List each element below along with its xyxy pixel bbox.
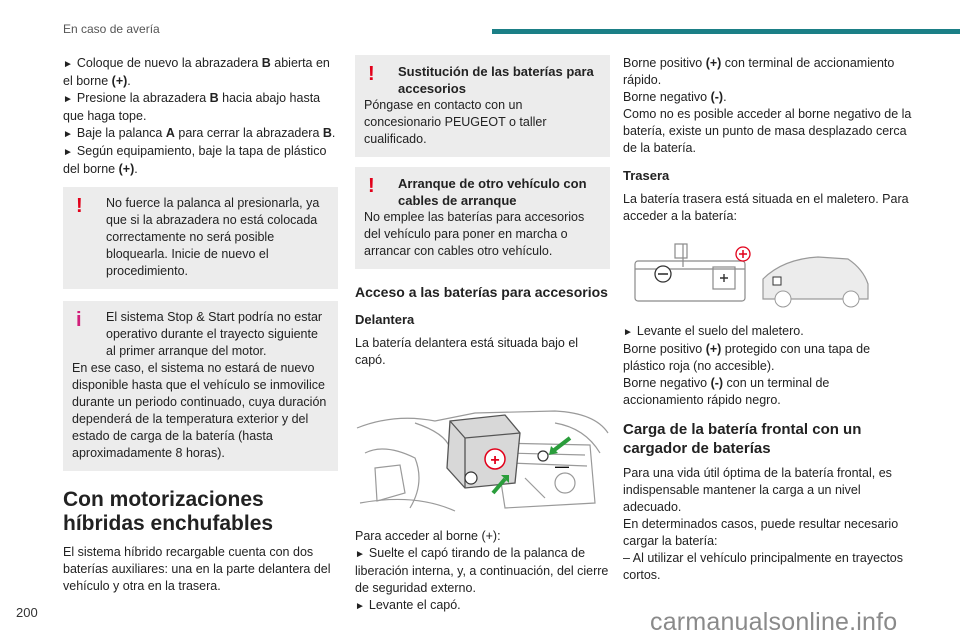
step-item: ► Levante el capó.	[355, 598, 461, 612]
step-item: ► Levante el suelo del maletero.	[623, 324, 804, 338]
info-text-1: El sistema Stop & Start podría no estar operativo durante el trayecto siguiente al primer arranque del motor.	[106, 310, 323, 358]
heading-access: Acceso a las baterías para accesorios	[355, 284, 608, 300]
box-text: Póngase en contacto con un concesionario PEUGEOT o taller cualificado.	[364, 98, 547, 146]
negative-terminal-text: Borne negativo (-).	[623, 90, 727, 104]
box-title: Arranque de otro vehículo con cables de arranque	[398, 176, 587, 208]
column-3	[623, 55, 913, 584]
box-title: Sustitución de las baterías para accesorios	[398, 64, 594, 96]
engine-bay-illustration	[355, 383, 610, 518]
heading-charging: Carga de la batería frontal con un cargador de baterías	[623, 421, 862, 457]
watermark-text: carmanualsonline.info	[650, 608, 898, 636]
plus-terminal-symbol: +	[490, 452, 500, 469]
arrow-icon: ►	[63, 147, 73, 158]
charge-text-2: En determinados casos, puede resultar necesario cargar la batería:	[623, 517, 899, 548]
step-item: ► Baje la palanca A para cerrar la abrazadera B.	[63, 126, 336, 140]
section-title: Con motorizaciones híbridas enchufables	[63, 488, 274, 535]
section-header-title: En caso de avería	[63, 22, 160, 36]
box-text: No emplee las baterías para accesorios del vehículo para poner en marcha o arrancar con cables otro vehículo.	[364, 210, 585, 258]
header-accent-bar	[492, 29, 960, 34]
step-item: ► Presione la abrazadera B hacia abajo hasta que haga tope.	[63, 91, 321, 123]
positive-terminal-rear: Borne positivo (+) protegido con una tapa de plástico roja (no accesible).	[623, 342, 871, 373]
minus-terminal-symbol: —	[555, 458, 569, 474]
warning-exclamation-icon: !	[76, 195, 83, 217]
warning-box-jump-start	[355, 167, 610, 269]
step-item: ► Suelte el capó tirando de la palanca de liberación interna, y, a continuación, del cierre de seguridad externo.	[355, 546, 609, 595]
page-number: 200	[16, 605, 38, 620]
info-text-2: En ese caso, el sistema no estará de nuevo disponible hasta que el vehículo se inmovilice durante un periodo continuado, cuya duración dependerá de la temperatura exterior y del estado de carga de la batería (hasta aproximadamente 8 horas).	[72, 361, 327, 460]
warning-box-replacement	[355, 55, 610, 157]
subheading-front: Delantera	[355, 312, 415, 327]
access-intro: Para acceder al borne (+):	[355, 529, 501, 543]
negative-note: Como no es posible acceder al borne negativo de la batería, existe un punto de masa desplazado cerca de la batería.	[623, 107, 912, 155]
positive-terminal-text: Borne positivo (+) con terminal de accionamiento rápido.	[623, 56, 895, 87]
charge-text: Para una vida útil óptima de la batería frontal, es indispensable mantener la carga a un nivel adecuado.	[623, 466, 892, 514]
section-text: El sistema híbrido recargable cuenta con dos baterías auxiliares: una en la parte delantera del vehículo y otra en la trasera.	[63, 545, 331, 593]
arrow-icon: ►	[63, 59, 73, 70]
step-item: ► Según equipamiento, baje la tapa de plástico del borne (+).	[63, 144, 327, 176]
info-icon: i	[76, 309, 82, 331]
subheading-rear: Trasera	[623, 168, 670, 183]
warning-exclamation-icon: !	[368, 175, 375, 197]
warning-box	[63, 187, 338, 289]
warning-exclamation-icon: !	[368, 63, 375, 85]
column-2	[355, 55, 610, 615]
negative-terminal-rear: Borne negativo (-) con un terminal de accionamiento rápido negro.	[623, 376, 830, 407]
arrow-icon: ►	[63, 94, 73, 105]
rear-text: La batería trasera está situada en el maletero. Para acceder a la batería:	[623, 192, 909, 223]
charge-list-item: – Al utilizar el vehículo principalmente en trayectos cortos.	[623, 551, 904, 582]
warning-text: No fuerce la palanca al presionarla, ya que si la abrazadera no está colocada correctamente no será posible bloquearla. Inicie de nuevo el procedimiento.	[106, 196, 320, 278]
arrow-icon: ►	[355, 549, 365, 560]
front-text: La batería delantera está situada bajo el capó.	[355, 336, 579, 367]
arrow-icon: ►	[355, 601, 365, 612]
info-box	[63, 301, 338, 471]
column-1	[63, 55, 338, 595]
arrow-icon: ►	[63, 129, 73, 140]
step-item: ► Coloque de nuevo la abrazadera B abierta en el borne (+).	[63, 56, 330, 88]
arrow-icon: ►	[623, 327, 633, 338]
rear-battery-illustration	[623, 239, 873, 311]
